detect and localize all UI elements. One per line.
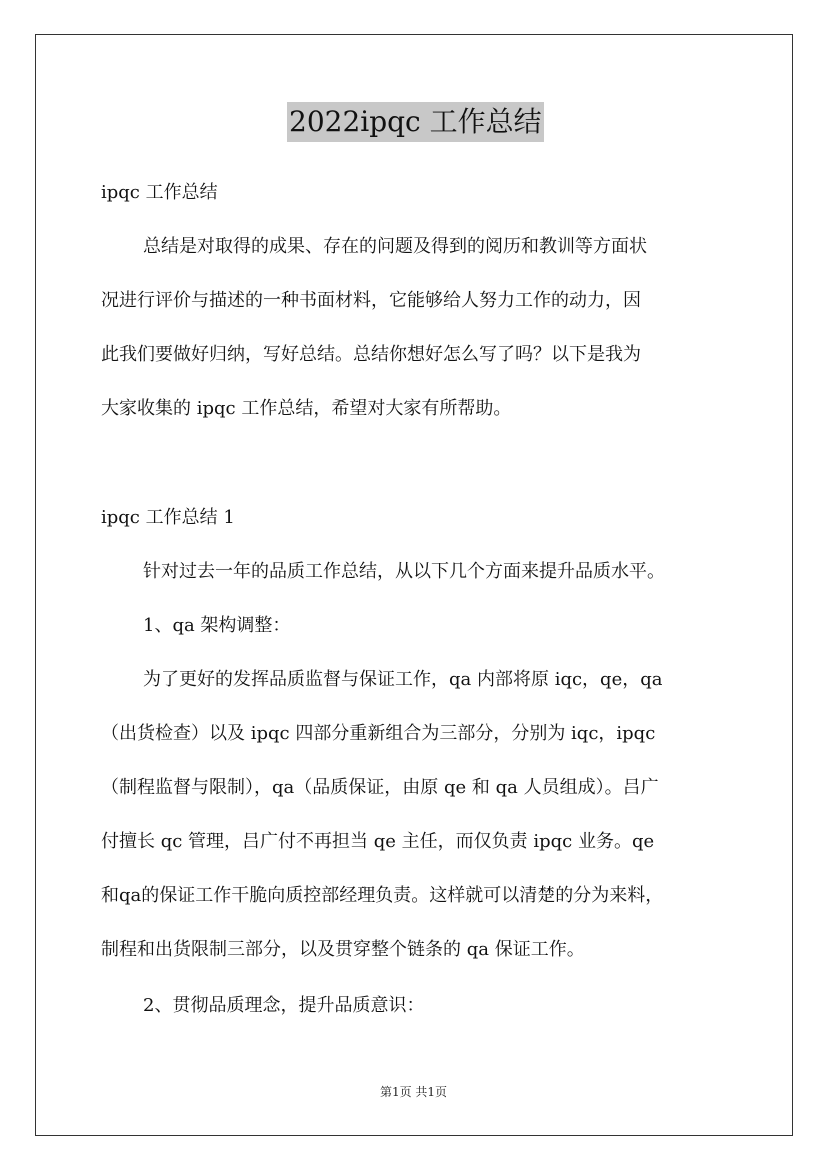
body-paragraph-line: 和qa的保证工作干脆向质控部经理负责。这样就可以清楚的分为来料， [101, 885, 664, 906]
subheading-qa-structure: 1、qa 架构调整： [143, 615, 291, 636]
body-paragraph-line: 针对过去一年的品质工作总结，从以下几个方面来提升品质水平。 [143, 561, 665, 582]
body-paragraph-line: 为了更好的发挥品质监督与保证工作，qa 内部将原 iqc，qe，qa [143, 669, 663, 690]
intro-paragraph-line: 此我们要做好归纳，写好总结。总结你想好怎么写了吗？以下是我为 [101, 344, 641, 365]
document-title: 2022ipqc 工作总结 [287, 102, 544, 142]
intro-paragraph-line: 大家收集的 ipqc 工作总结，希望对大家有所帮助。 [101, 398, 512, 419]
intro-paragraph-line: 况进行评价与描述的一种书面材料，它能够给人努力工作的动力，因 [101, 290, 641, 311]
body-paragraph-line: 付擅长 qc 管理，吕广付不再担当 qe 主任，而仅负责 ipqc 业务。qe [101, 831, 655, 852]
body-paragraph-line: （出货检查）以及 ipqc 四部分重新组合为三部分，分别为 iqc，ipqc [101, 723, 656, 744]
intro-paragraph-line: 总结是对取得的成果、存在的问题及得到的阅历和教训等方面状 [143, 236, 647, 257]
subheading-quality-concept: 2、贯彻品质理念，提升品质意识： [143, 995, 425, 1016]
body-paragraph-line: （制程监督与限制），qa（品质保证，由原 qe 和 qa 人员组成）。吕广 [101, 777, 659, 798]
page-number: 第1页 共1页 [379, 1085, 448, 1099]
body-paragraph-line: 制程和出货限制三部分，以及贯穿整个链条的 qa 保证工作。 [101, 939, 585, 960]
section-heading-1: ipqc 工作总结 1 [101, 507, 235, 528]
section-heading-intro: ipqc 工作总结 [101, 182, 218, 203]
